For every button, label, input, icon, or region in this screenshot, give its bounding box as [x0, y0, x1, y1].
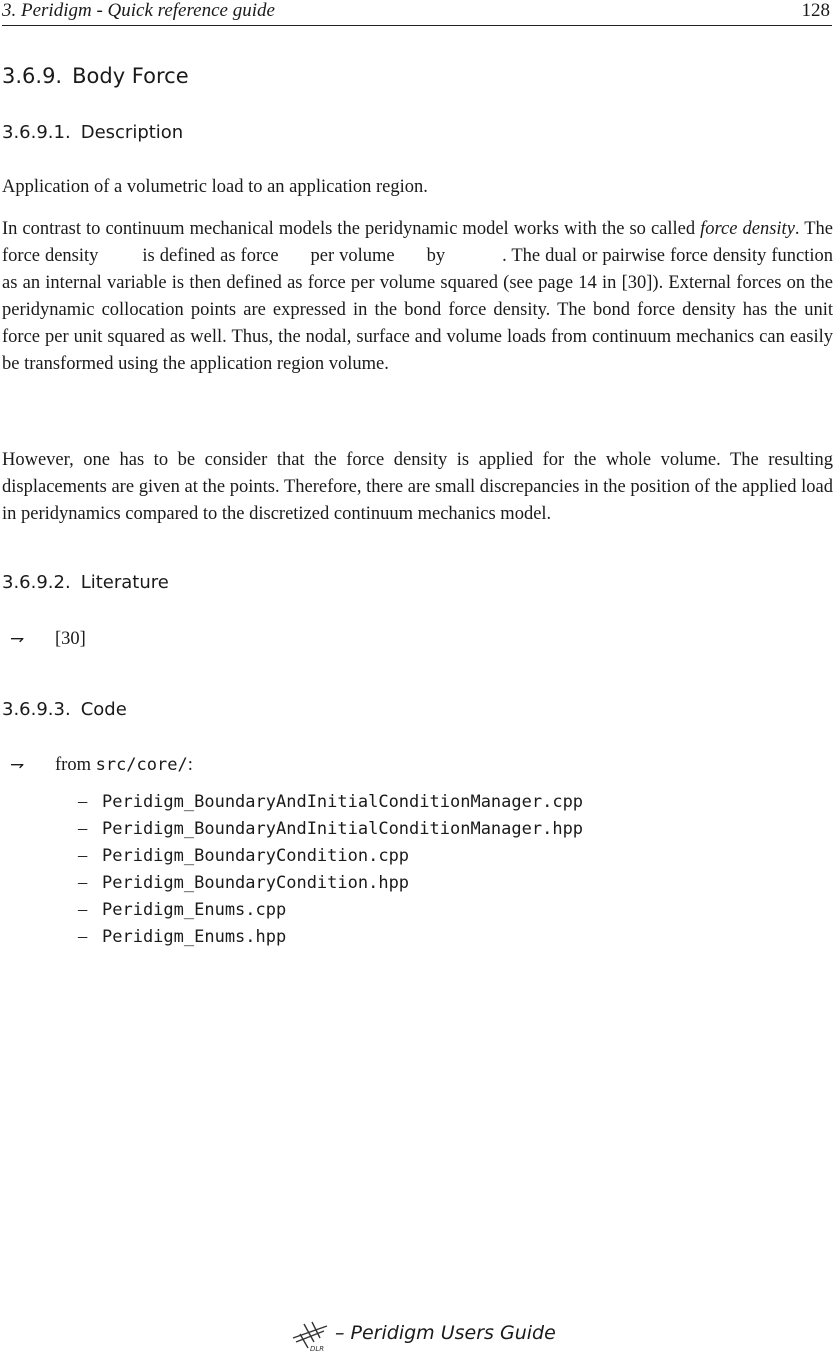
source-path: src/core/ [95, 755, 188, 775]
section-title: Body Force [72, 64, 189, 88]
list-item: – Peridigm_BoundaryCondition.cpp [78, 846, 410, 866]
para2-part-5: . The dual or pairwise force density function as an internal variable is then defined as force per volume squared (see page 14 in [30]). External forces on the peridynamic collocation points are expressed in the bond force density. The bond force density has the unit force per unit squared as well. Thus, the nodal, surface and volume loads from continuum mechanics can easily be transformed using the application region volume. [2, 246, 834, 374]
code-file: Peridigm_BoundaryCondition.cpp [102, 846, 410, 866]
section-heading [2, 64, 189, 88]
description-paragraph-2 [2, 216, 833, 378]
para2-part-3: per volume [310, 246, 395, 266]
description-number: 3.6.9.1. [2, 122, 71, 143]
code-source-line [55, 752, 193, 779]
list-item: – Peridigm_BoundaryAndInitialConditionManager.hpp [78, 819, 584, 839]
description-paragraph-3: However, one has to be consider that the force density is applied for the whole volume. The resulting displacements are given at the points. Therefore, there are small discrepancies in the position of the applied load in peridynamics compared to the discretized continuum mechanics model. [2, 450, 833, 524]
para2-part-1: . The force density [2, 219, 833, 266]
page-footer [290, 1318, 556, 1354]
para2-lead: In contrast to continuum mechanical models the peridynamic model works with the so called [2, 219, 696, 239]
page-number: 128 [801, 0, 830, 21]
literature-heading [2, 572, 169, 593]
code-file: Peridigm_BoundaryCondition.hpp [102, 873, 410, 893]
code-file: Peridigm_BoundaryAndInitialConditionManager.cpp [102, 792, 584, 812]
section-number: 3.6.9. [2, 64, 63, 88]
code-heading [2, 699, 127, 720]
footer-text: – Peridigm Users Guide [335, 1322, 556, 1344]
chapter-title: 3. Peridigm - Quick reference guide [2, 0, 275, 21]
path-colon: : [187, 755, 193, 775]
list-item: – Peridigm_BoundaryAndInitialConditionManager.cpp [78, 792, 584, 812]
arrow-bullet-icon: ⇁ [10, 629, 25, 649]
literature-reference: [30] [55, 629, 86, 649]
code-number: 3.6.9.3. [2, 699, 71, 720]
list-item: – Peridigm_BoundaryCondition.hpp [78, 873, 410, 893]
description-paragraph-1: Application of a volumetric load to an application region. [2, 177, 428, 197]
running-head [2, 0, 832, 26]
description-title: Description [80, 122, 184, 143]
list-item: – Peridigm_Enums.hpp [78, 927, 287, 947]
literature-title: Literature [80, 572, 169, 593]
literature-number: 3.6.9.2. [2, 572, 71, 593]
dlr-logo-icon [290, 1318, 332, 1352]
list-item: – Peridigm_Enums.cpp [78, 900, 287, 920]
code-title: Code [80, 699, 127, 720]
arrow-bullet-icon: ⇁ [10, 755, 25, 775]
para2-part-2: is defined as force [142, 246, 279, 266]
dlr-logo-text: DLR [310, 1345, 325, 1352]
description-heading [2, 122, 183, 143]
term-force-density: force density [700, 219, 795, 239]
code-file: Peridigm_Enums.cpp [102, 900, 287, 920]
code-file: Peridigm_BoundaryAndInitialConditionManager.hpp [102, 819, 584, 839]
code-file: Peridigm_Enums.hpp [102, 927, 287, 947]
code-file-list [78, 789, 583, 951]
para2-part-4: by [426, 246, 446, 266]
from-label: from [55, 755, 91, 775]
